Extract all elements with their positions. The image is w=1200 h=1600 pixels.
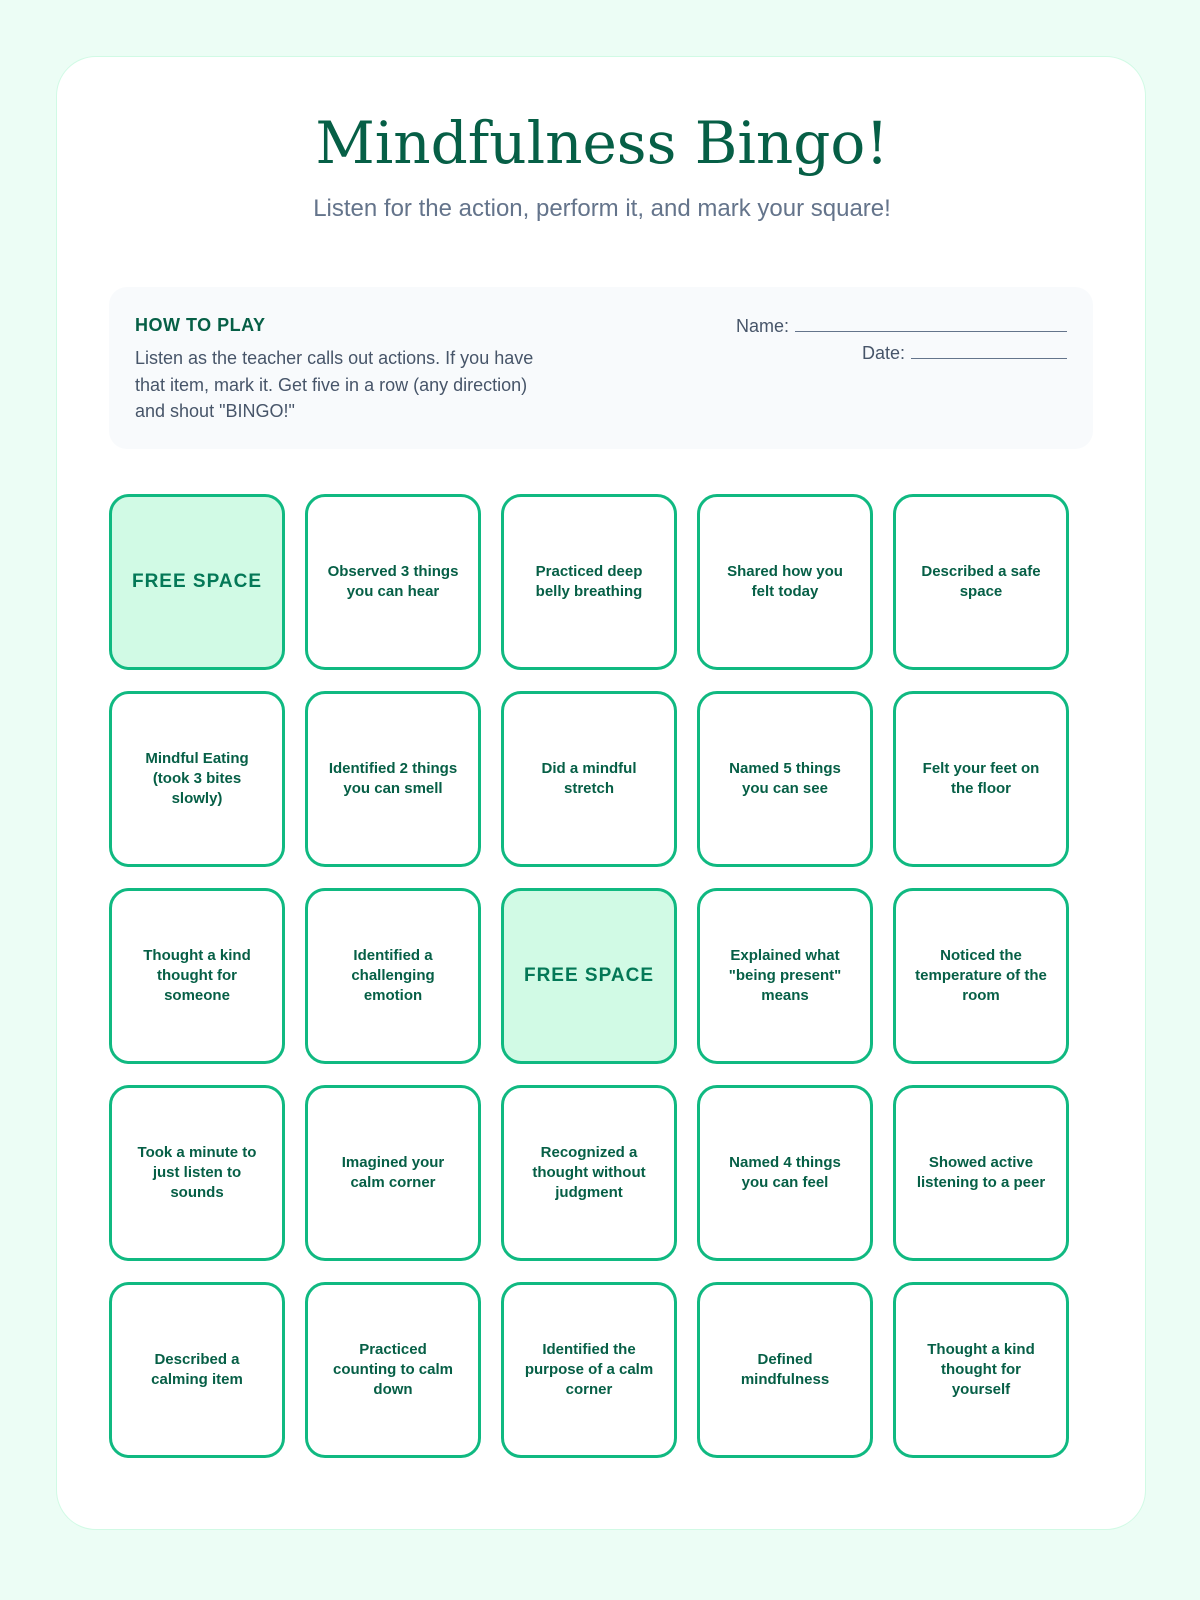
bingo-square[interactable] xyxy=(305,691,481,867)
bingo-square-label: Described a calming item xyxy=(151,1351,243,1388)
bingo-square[interactable] xyxy=(893,1085,1069,1261)
date-label: Date: xyxy=(861,342,905,363)
bingo-square[interactable] xyxy=(697,1085,873,1261)
student-fields xyxy=(736,313,1067,366)
bingo-square-label: Thought a kind thought for yourself xyxy=(927,1341,1035,1398)
bingo-square-label: Identified a challenging emotion xyxy=(351,947,435,1004)
bingo-square-label: Named 5 things you can see xyxy=(729,760,841,797)
bingo-square[interactable] xyxy=(893,494,1069,670)
how-to-play-text: Listen as the teacher calls out actions. If you have that item, mark it. Get five in a row (any direction) and shout "BINGO!" xyxy=(135,348,534,421)
bingo-square[interactable] xyxy=(305,1282,481,1458)
bingo-grid xyxy=(109,494,1093,1458)
bingo-square-label: Mindful Eating (took 3 bites slowly) xyxy=(145,750,249,807)
page-title: Mindfulness Bingo! xyxy=(315,109,889,177)
bingo-square-label: Imagined your calm corner xyxy=(341,1154,445,1191)
name-field[interactable] xyxy=(736,313,1067,340)
bingo-square-label: Named 4 things you can feel xyxy=(729,1154,841,1191)
name-line[interactable] xyxy=(795,315,1067,332)
bingo-square-label: Explained what "being present" means xyxy=(728,947,842,1004)
bingo-square-label: Recognized a thought without judgment xyxy=(532,1144,646,1201)
bingo-square[interactable] xyxy=(305,1085,481,1261)
bingo-square[interactable] xyxy=(501,1085,677,1261)
bingo-square[interactable] xyxy=(305,494,481,670)
bingo-square-label: Described a safe space xyxy=(921,563,1041,600)
how-to-play-panel xyxy=(109,287,1093,449)
bingo-square-label: Took a minute to just listen to sounds xyxy=(137,1144,257,1201)
bingo-square[interactable] xyxy=(697,691,873,867)
bingo-square[interactable] xyxy=(893,691,1069,867)
bingo-square[interactable] xyxy=(501,691,677,867)
bingo-square-free-space[interactable] xyxy=(501,888,677,1064)
bingo-square[interactable] xyxy=(109,1282,285,1458)
bingo-square[interactable] xyxy=(109,1085,285,1261)
bingo-square[interactable] xyxy=(109,691,285,867)
bingo-square[interactable] xyxy=(501,494,677,670)
bingo-square-label: Practiced counting to calm down xyxy=(333,1341,453,1398)
bingo-square-label: Identified the purpose of a calm corner xyxy=(524,1341,654,1398)
bingo-square-label: Did a mindful stretch xyxy=(541,760,637,797)
bingo-square-label: FREE SPACE xyxy=(131,571,262,592)
bingo-square[interactable] xyxy=(305,888,481,1064)
bingo-square[interactable] xyxy=(893,888,1069,1064)
how-to-play-heading: HOW TO PLAY xyxy=(135,315,266,335)
date-field[interactable] xyxy=(736,340,1067,367)
name-label: Name: xyxy=(735,316,789,336)
bingo-square-label: Identified 2 things you can smell xyxy=(328,760,458,797)
bingo-square-free-space[interactable] xyxy=(109,494,285,670)
date-line[interactable] xyxy=(911,342,1067,359)
bingo-square-label: Practiced deep belly breathing xyxy=(535,563,643,600)
bingo-square-label: Noticed the temperature of the room xyxy=(915,947,1047,1004)
bingo-square-label: Showed active listening to a peer xyxy=(916,1154,1046,1191)
bingo-square[interactable] xyxy=(501,1282,677,1458)
bingo-square-label: Thought a kind thought for someone xyxy=(143,947,251,1004)
bingo-square[interactable] xyxy=(697,494,873,670)
page-subtitle: Listen for the action, perform it, and mark your square! xyxy=(313,195,891,222)
bingo-square-label: Felt your feet on the floor xyxy=(922,760,1040,797)
bingo-square-label: Defined mindfulness xyxy=(740,1351,830,1388)
bingo-square-label: FREE SPACE xyxy=(523,965,654,986)
bingo-square[interactable] xyxy=(893,1282,1069,1458)
bingo-square-label: Shared how you felt today xyxy=(727,563,843,600)
bingo-card-sheet xyxy=(56,56,1146,1530)
bingo-square-label: Observed 3 things you can hear xyxy=(327,563,459,600)
bingo-square[interactable] xyxy=(109,888,285,1064)
bingo-square[interactable] xyxy=(697,1282,873,1458)
bingo-square[interactable] xyxy=(697,888,873,1064)
